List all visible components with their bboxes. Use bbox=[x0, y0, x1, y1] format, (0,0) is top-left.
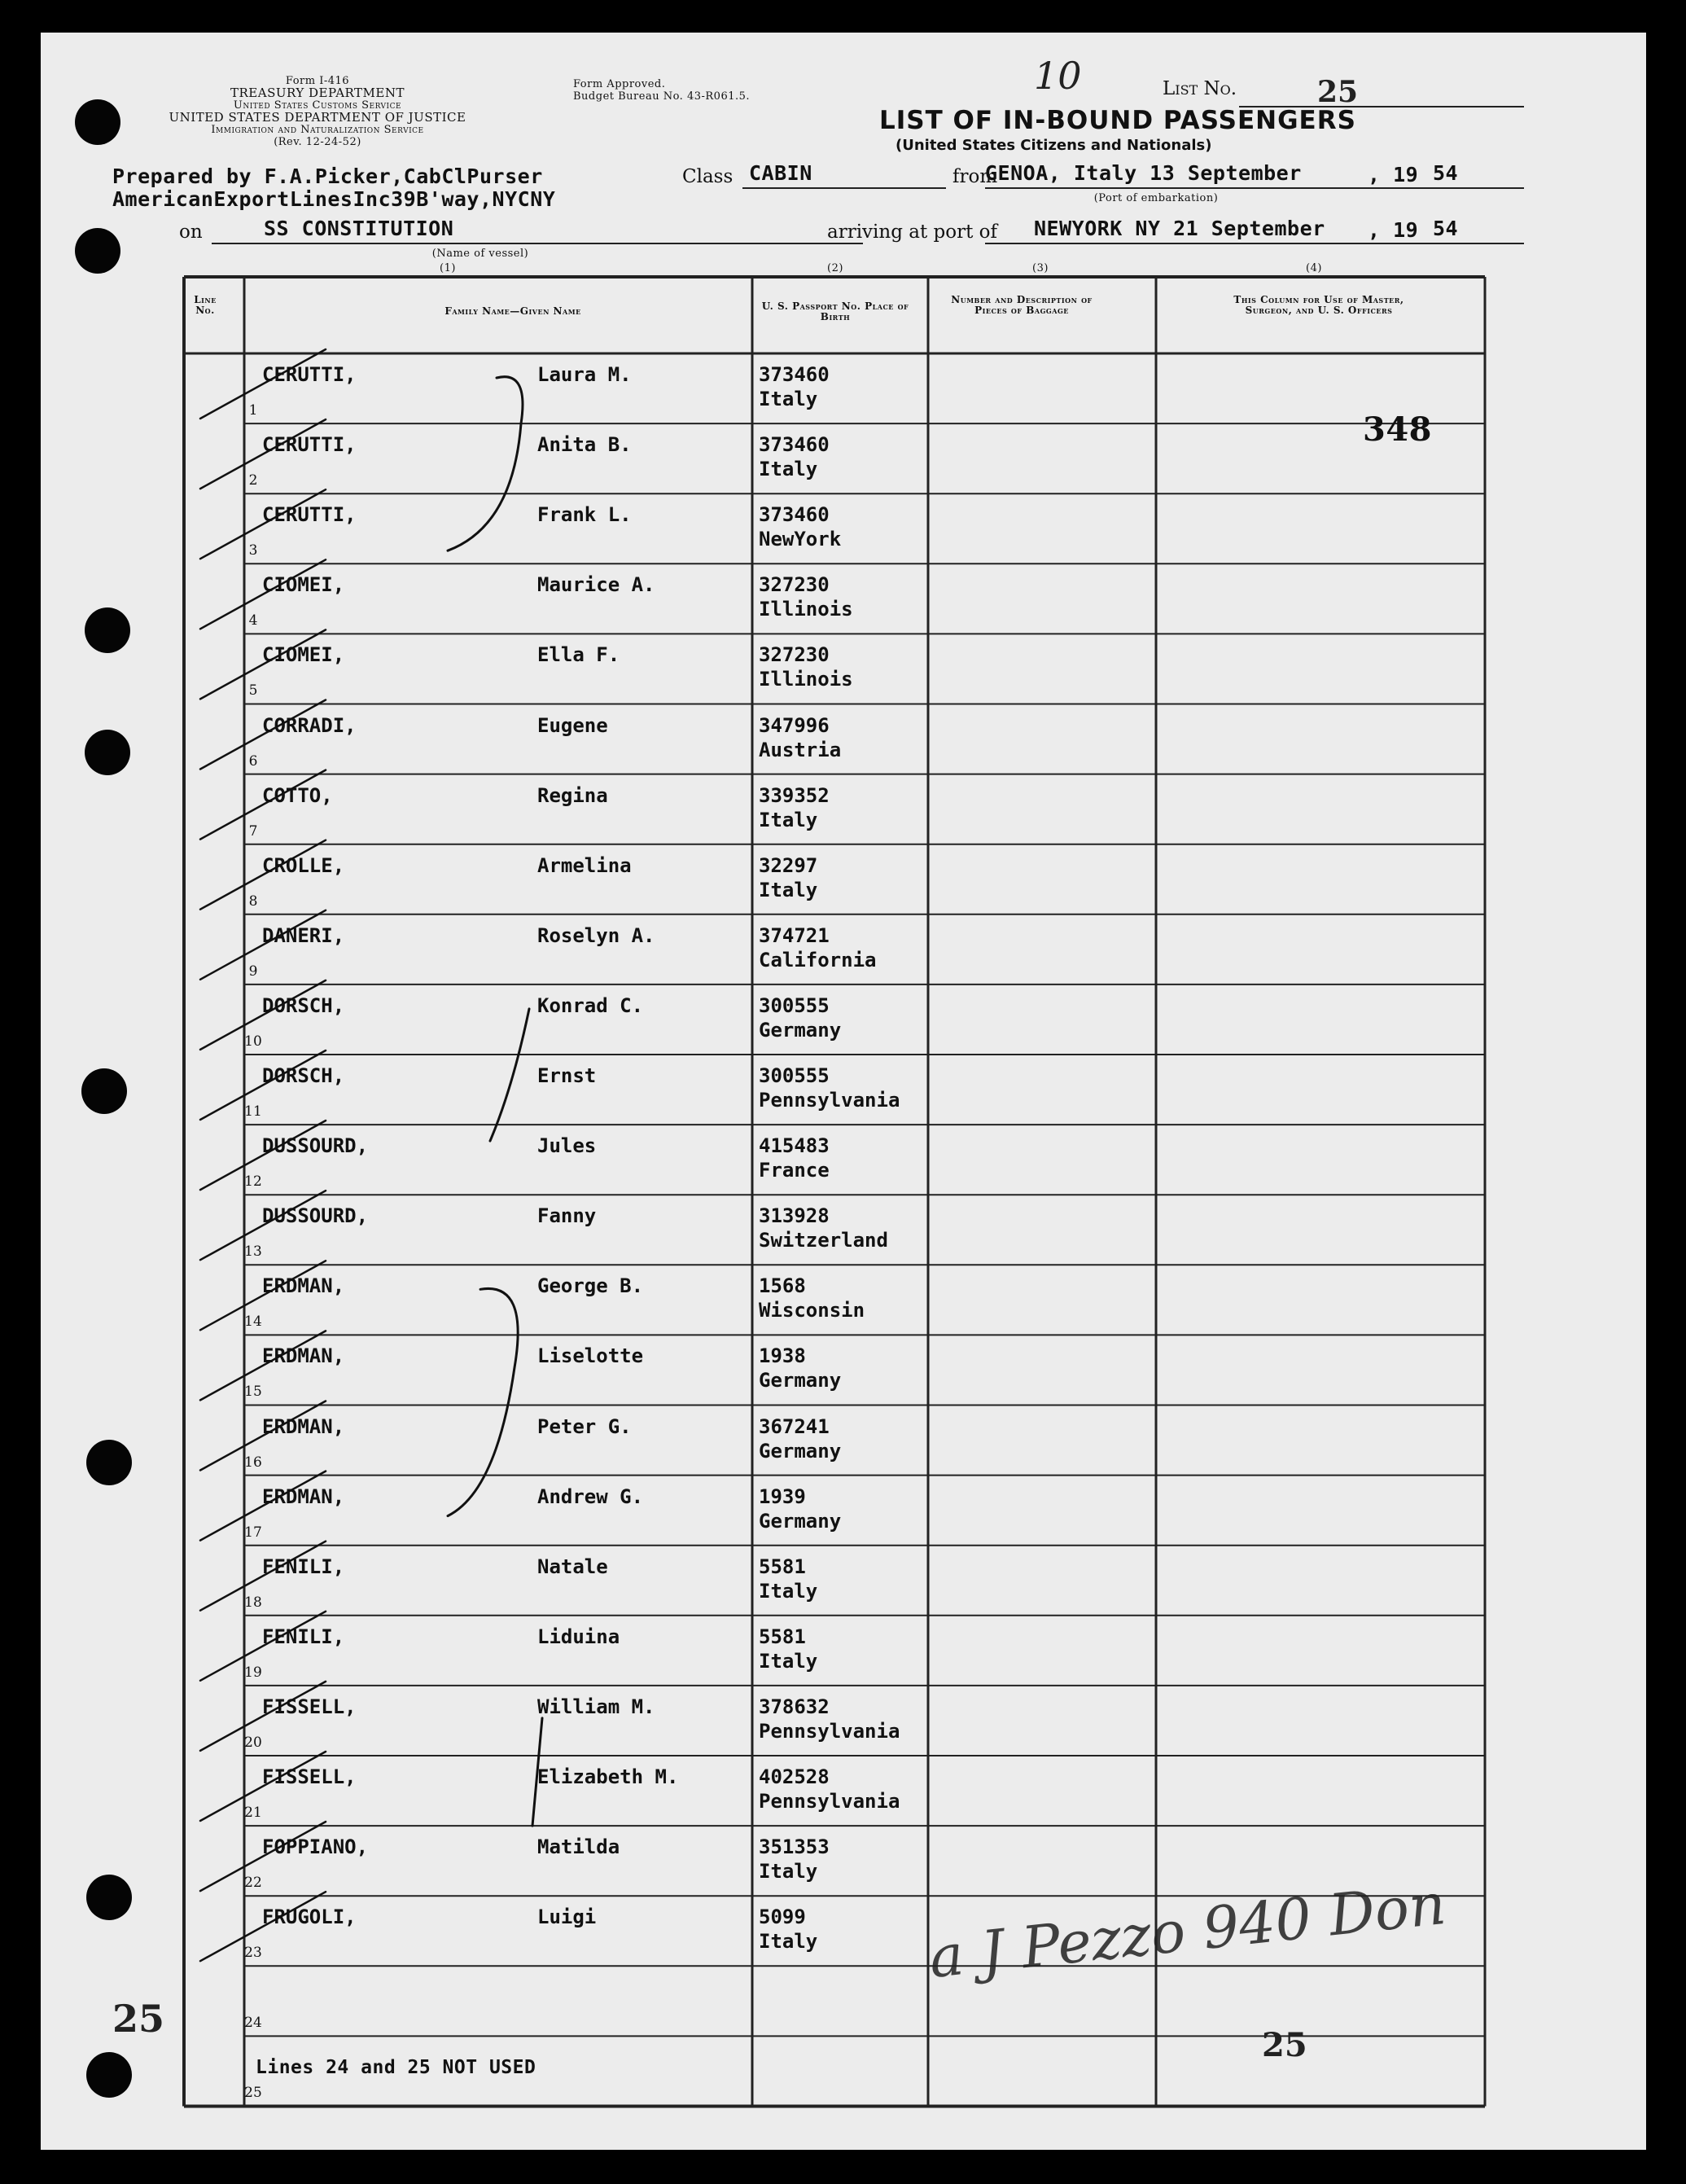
header-passport: U. S. Passport No. Place of Birth bbox=[761, 300, 909, 322]
given-name: Matilda bbox=[537, 1835, 620, 1859]
budget-number: Budget Bureau No. 43-R061.5. bbox=[573, 90, 751, 103]
place-of-birth: Italy bbox=[759, 1579, 818, 1603]
family-name: CORRADI, bbox=[262, 713, 357, 737]
passport-number: 5581 bbox=[759, 1625, 806, 1648]
passport-number: 1568 bbox=[759, 1274, 806, 1298]
passport-number: 374721 bbox=[759, 923, 830, 947]
family-name: ERDMAN, bbox=[262, 1485, 345, 1508]
place-of-birth: Illinois bbox=[759, 598, 853, 621]
given-name: Luigi bbox=[537, 1906, 597, 1929]
place-of-birth: Germany bbox=[759, 1439, 842, 1463]
arriving-label: arriving at port of bbox=[827, 221, 997, 243]
col-num-1: (1) bbox=[440, 262, 456, 274]
header-officers: This Column for Use of Master, Surgeon, and U. S. Officers bbox=[1233, 294, 1404, 316]
place-of-birth: Pennsylvania bbox=[759, 1719, 900, 1743]
customs-service: United States Customs Service bbox=[233, 99, 402, 112]
passport-number: 339352 bbox=[759, 783, 830, 807]
family-name: DUSSOURD, bbox=[262, 1134, 369, 1158]
place-of-birth: Italy bbox=[759, 1860, 818, 1884]
place-of-birth: Germany bbox=[759, 1018, 842, 1042]
from-value: GENOA, Italy 13 September bbox=[985, 161, 1302, 185]
header-name: Family Name—Given Name bbox=[444, 305, 581, 317]
ins-service: Immigration and Naturalization Service bbox=[211, 124, 424, 136]
passport-number: 5581 bbox=[759, 1555, 806, 1578]
port-embarkation-caption: (Port of embarkation) bbox=[1093, 192, 1219, 204]
given-name: Eugene bbox=[537, 713, 608, 737]
family-name: CERUTTI, bbox=[262, 363, 357, 386]
place-of-birth: Austria bbox=[759, 738, 842, 761]
passport-number: 300555 bbox=[759, 993, 830, 1017]
given-name: Armelina bbox=[537, 853, 632, 877]
given-name: Maurice A. bbox=[537, 573, 655, 597]
handwritten-number: 10 bbox=[1034, 54, 1082, 98]
row-number: 15 bbox=[244, 1384, 262, 1401]
row-number: 5 bbox=[248, 682, 258, 699]
vessel-caption: (Name of vessel) bbox=[431, 248, 529, 260]
passport-number: 327230 bbox=[759, 573, 830, 597]
approval-text: Form Approved. bbox=[573, 78, 666, 90]
family-bracket bbox=[448, 1288, 518, 1515]
place-of-birth: Pennsylvania bbox=[759, 1089, 900, 1112]
row-number: 8 bbox=[248, 892, 258, 910]
given-name: Elizabeth M. bbox=[537, 1765, 679, 1788]
family-name: CROLLE, bbox=[262, 853, 345, 877]
family-name: COTTO, bbox=[262, 783, 333, 807]
inspector-signature: a J Pezzo 940 Don bbox=[926, 1870, 1449, 1992]
col-num-3: (3) bbox=[1032, 262, 1049, 274]
passport-number: 1939 bbox=[759, 1485, 806, 1508]
place-of-birth: California bbox=[759, 948, 877, 971]
row-number: 23 bbox=[244, 1945, 262, 1962]
year-prefix-1: , 19 bbox=[1368, 163, 1419, 186]
passport-number: 347996 bbox=[759, 713, 830, 737]
document-page bbox=[41, 33, 1646, 2150]
place-of-birth: France bbox=[759, 1159, 830, 1182]
given-name: Jules bbox=[537, 1134, 597, 1158]
given-name: William M. bbox=[537, 1695, 655, 1718]
row-number: 7 bbox=[248, 822, 258, 840]
year-prefix-2: , 19 bbox=[1368, 218, 1419, 242]
place-of-birth: Illinois bbox=[759, 668, 853, 691]
passport-number: 32297 bbox=[759, 853, 818, 877]
row-number: 14 bbox=[244, 1313, 262, 1331]
place-of-birth: Germany bbox=[759, 1369, 842, 1392]
family-name: FISSELL, bbox=[262, 1765, 357, 1788]
given-name: Peter G. bbox=[537, 1414, 632, 1438]
family-name: CIOMEI, bbox=[262, 643, 345, 667]
class-value: CABIN bbox=[749, 161, 812, 185]
prepared-by-line1: Prepared by F.A.Picker,CabClPurser bbox=[112, 164, 543, 188]
year-value-2: 54 bbox=[1433, 217, 1459, 240]
place-of-birth: Italy bbox=[759, 808, 818, 831]
given-name: Laura M. bbox=[537, 363, 632, 386]
family-name: ERDMAN, bbox=[262, 1274, 345, 1298]
family-name: CERUTTI, bbox=[262, 433, 357, 457]
form-number: Form I-416 bbox=[285, 75, 350, 87]
row-number: 18 bbox=[244, 1594, 262, 1611]
passport-number: 1938 bbox=[759, 1344, 806, 1368]
passport-number: 373460 bbox=[759, 503, 830, 527]
row-number: 24 bbox=[244, 2015, 262, 2032]
row-number: 2 bbox=[248, 472, 258, 489]
margin-number: 25 bbox=[112, 1997, 165, 2041]
passport-number: 378632 bbox=[759, 1695, 830, 1718]
place-of-birth: Italy bbox=[759, 458, 818, 481]
row-number: 22 bbox=[244, 1875, 262, 1892]
page-title: LIST OF IN-BOUND PASSENGERS bbox=[879, 106, 1356, 135]
officer-mark: 348 bbox=[1363, 410, 1432, 449]
family-name: FENILI, bbox=[262, 1555, 345, 1578]
header-line-no: Line No. bbox=[194, 294, 217, 316]
family-name: DORSCH, bbox=[262, 1064, 345, 1087]
revision-date: (Rev. 12-24-52) bbox=[274, 136, 361, 148]
passport-number: 373460 bbox=[759, 433, 830, 457]
place-of-birth: Italy bbox=[759, 878, 818, 901]
row-number: 21 bbox=[244, 1805, 262, 1821]
from-label: from bbox=[952, 166, 998, 187]
place-of-birth: NewYork bbox=[759, 528, 842, 551]
passport-number: 351353 bbox=[759, 1835, 830, 1859]
family-name: CERUTTI, bbox=[262, 503, 357, 527]
given-name: Anita B. bbox=[537, 433, 632, 457]
unused-lines-note: Lines 24 and 25 NOT USED bbox=[256, 2057, 536, 2078]
row-number: 4 bbox=[248, 612, 258, 629]
place-of-birth: Pennsylvania bbox=[759, 1790, 900, 1813]
row-number: 19 bbox=[244, 1664, 262, 1681]
family-name: DANERI, bbox=[262, 923, 345, 947]
row-number: 20 bbox=[244, 1734, 262, 1751]
place-of-birth: Italy bbox=[759, 388, 818, 410]
family-name: DORSCH, bbox=[262, 993, 345, 1017]
row-number: 25 bbox=[244, 2085, 262, 2102]
family-bracket bbox=[448, 377, 523, 551]
row-number: 6 bbox=[248, 752, 258, 770]
row-number: 1 bbox=[248, 402, 258, 419]
given-name: Andrew G. bbox=[537, 1485, 644, 1508]
place-of-birth: Wisconsin bbox=[759, 1299, 865, 1322]
prepared-by-line2: AmericanExportLinesInc39B'way,NYCNY bbox=[112, 187, 556, 211]
family-name: ERDMAN, bbox=[262, 1414, 345, 1438]
row-number: 16 bbox=[244, 1454, 262, 1471]
passport-number: 367241 bbox=[759, 1414, 830, 1438]
given-name: Ella F. bbox=[537, 643, 620, 667]
passport-number: 300555 bbox=[759, 1064, 830, 1087]
vessel-name: SS CONSTITUTION bbox=[264, 217, 454, 240]
family-name: DUSSOURD, bbox=[262, 1204, 369, 1228]
family-name: FRUGOLI, bbox=[262, 1906, 357, 1929]
passport-number: 5099 bbox=[759, 1906, 806, 1929]
place-of-birth: Switzerland bbox=[759, 1229, 888, 1252]
row-number: 9 bbox=[248, 963, 258, 980]
given-name: Frank L. bbox=[537, 503, 632, 527]
passport-number: 415483 bbox=[759, 1134, 830, 1158]
place-of-birth: Italy bbox=[759, 1930, 818, 1954]
list-no-label: List No. bbox=[1163, 78, 1237, 99]
row-number: 10 bbox=[244, 1033, 262, 1050]
given-name: George B. bbox=[537, 1274, 644, 1298]
given-name: Liduina bbox=[537, 1625, 620, 1648]
header-baggage: Number and Description of Pieces of Baggage bbox=[951, 294, 1093, 316]
family-name: FOPPIANO, bbox=[262, 1835, 369, 1859]
on-label: on bbox=[179, 221, 203, 243]
col-num-2: (2) bbox=[827, 262, 843, 274]
family-name: FISSELL, bbox=[262, 1695, 357, 1718]
family-bracket bbox=[490, 1009, 529, 1141]
given-name: Konrad C. bbox=[537, 993, 644, 1017]
class-label: Class bbox=[682, 166, 734, 187]
treasury-dept: TREASURY DEPARTMENT bbox=[230, 86, 405, 100]
passport-number: 373460 bbox=[759, 363, 830, 386]
family-name: CIOMEI, bbox=[262, 573, 345, 597]
row-number: 12 bbox=[244, 1173, 262, 1191]
row-number: 17 bbox=[244, 1524, 262, 1541]
passport-number: 402528 bbox=[759, 1765, 830, 1788]
col-num-4: (4) bbox=[1306, 262, 1322, 274]
page-subtitle: (United States Citizens and Nationals) bbox=[896, 137, 1212, 154]
arriving-value: NEWYORK NY 21 September bbox=[1034, 217, 1325, 240]
passport-number: 313928 bbox=[759, 1204, 830, 1228]
row-number: 11 bbox=[244, 1103, 262, 1120]
bottom-number: 25 bbox=[1262, 2026, 1307, 2064]
justice-dept: UNITED STATES DEPARTMENT OF JUSTICE bbox=[169, 110, 466, 125]
row-number: 13 bbox=[244, 1243, 262, 1261]
place-of-birth: Germany bbox=[759, 1509, 842, 1533]
list-no-value: 25 bbox=[1317, 75, 1359, 109]
year-value-1: 54 bbox=[1433, 161, 1459, 185]
given-name: Liselotte bbox=[537, 1344, 644, 1368]
given-name: Fanny bbox=[537, 1204, 597, 1228]
given-name: Roselyn A. bbox=[537, 923, 655, 947]
given-name: Ernst bbox=[537, 1064, 597, 1087]
passport-number: 327230 bbox=[759, 643, 830, 667]
family-name: ERDMAN, bbox=[262, 1344, 345, 1368]
row-number: 3 bbox=[248, 542, 258, 559]
given-name: Regina bbox=[537, 783, 608, 807]
family-name: FENILI, bbox=[262, 1625, 345, 1648]
given-name: Natale bbox=[537, 1555, 608, 1578]
place-of-birth: Italy bbox=[759, 1649, 818, 1673]
